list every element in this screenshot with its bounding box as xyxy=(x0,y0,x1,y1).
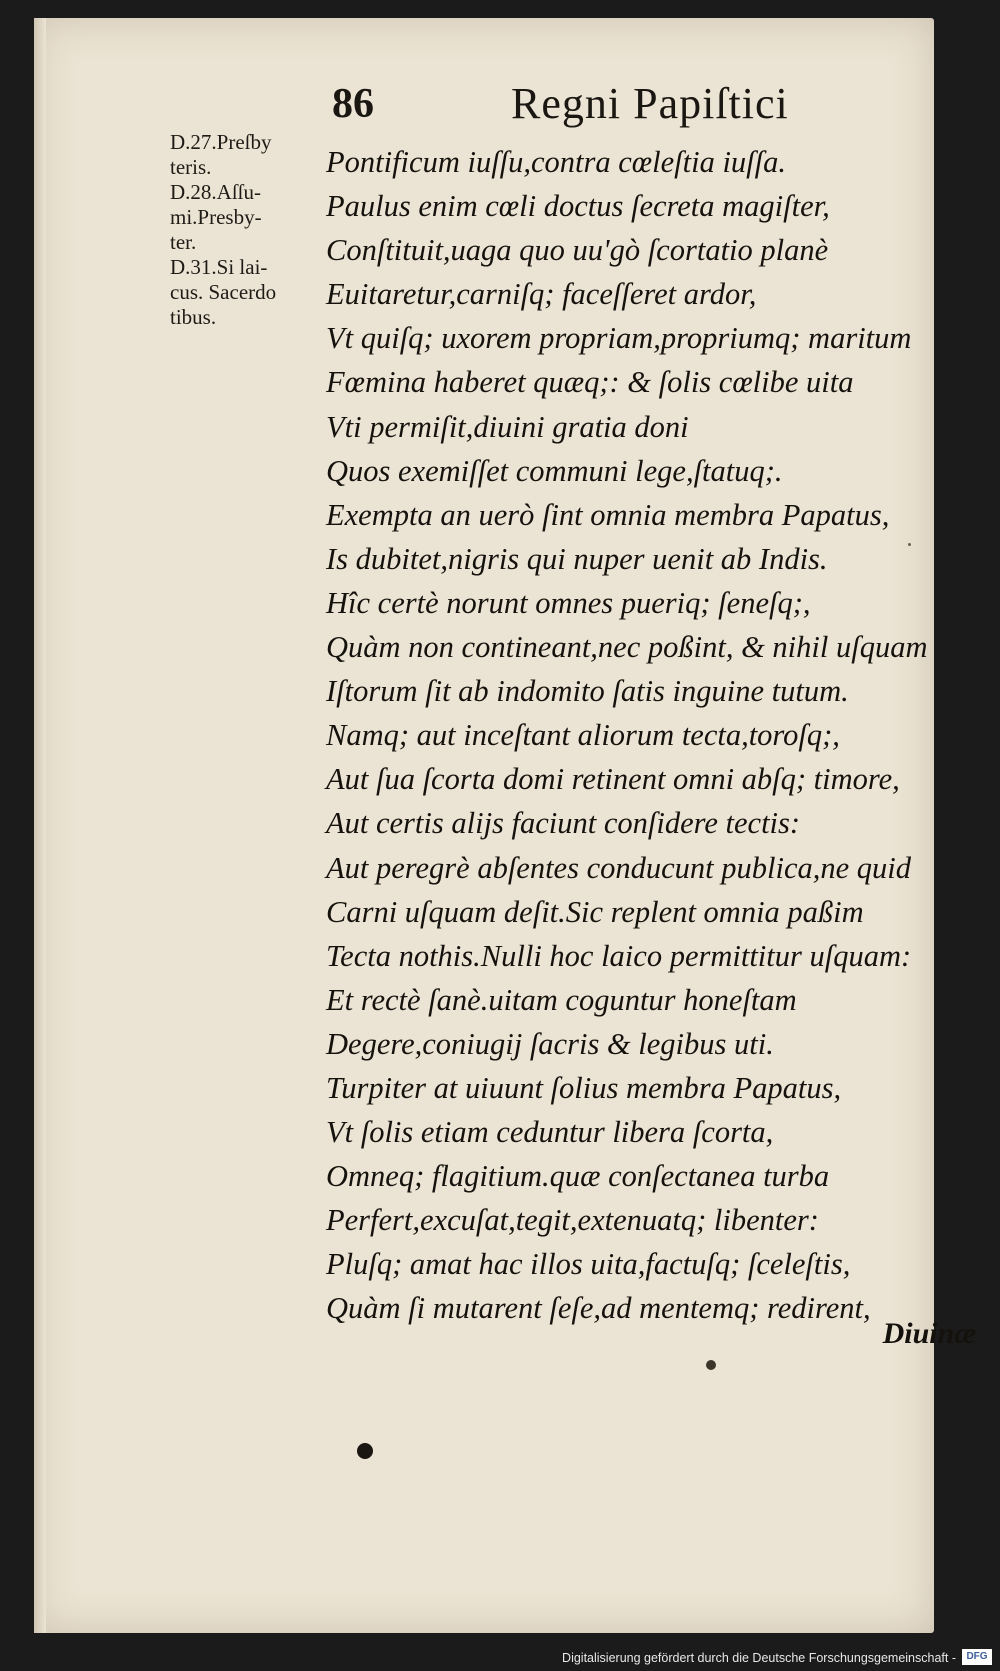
running-title: Regni Papiſtici xyxy=(511,79,789,128)
margin-note-line: tibus. xyxy=(170,305,217,329)
verse-line: Degere,coniugij ſacris & legibus uti. xyxy=(326,1026,774,1061)
verse-line: Paulus enim cœli doctus ſecreta magiſter, xyxy=(326,189,830,224)
footer-credit-text: Digitalisierung gefördert durch die Deutsche Forschungsgemeinschaft - xyxy=(562,1651,956,1665)
ink-spot xyxy=(357,1443,373,1459)
digitization-footer xyxy=(0,1633,1000,1671)
ink-spot xyxy=(706,1360,716,1370)
margin-note-line: mi.Presby- xyxy=(170,205,262,229)
verse-line: Aut ſua ſcorta domi retinent omni abſq; timore, xyxy=(326,762,900,797)
margin-note-line: cus. Sacerdo xyxy=(170,280,277,304)
verse-line: Aut certis alijs faciunt conſidere tectis: xyxy=(326,806,801,841)
verse-line: Fœmina haberet quæq;: & ſolis cœlibe uita xyxy=(326,365,854,400)
verse-line: Iſtorum ſit ab indomito ſatis inguine tutum. xyxy=(326,674,849,709)
verse-line: Is dubitet,nigris qui nuper uenit ab Indis. xyxy=(326,541,828,576)
dfg-logo-icon: DFG xyxy=(962,1649,992,1665)
verse-line: Vti permiſit,diuini gratia doni xyxy=(326,409,689,444)
verse-line: Tecta nothis.Nulli hoc laico permittitur uſquam: xyxy=(326,938,912,973)
verse-line: Et rectè ſanè.uitam coguntur honeſtam xyxy=(326,982,797,1017)
margin-note-line: teris. xyxy=(170,155,212,179)
verse-line: Turpiter at uiuunt ſolius membra Papatus, xyxy=(326,1070,842,1105)
page-gutter-edge xyxy=(34,18,46,1633)
verse-line: Euitaretur,carniſq; faceſſeret ardor, xyxy=(326,277,757,312)
verse-line: Conſtituit,uaga quo uu'gò ſcortatio planè xyxy=(326,233,829,268)
catchword: Diuinæ xyxy=(882,1317,976,1350)
page-number: 86 xyxy=(332,81,374,127)
verse-line: Pontificum iuſſu,contra cœleſtia iuſſa. xyxy=(326,145,787,179)
verse-line: Exempta an uerò ſint omnia membra Papatus, xyxy=(326,497,890,532)
margin-note-line: D.28.Aſſu- xyxy=(170,180,261,204)
verse-line: Namq; aut inceſtant aliorum tecta,toroſq;, xyxy=(326,718,840,753)
paper-speck xyxy=(908,543,911,546)
verse-line: Hîc certè norunt omnes pueriq; ſeneſq;, xyxy=(326,585,811,620)
verse-text-block xyxy=(326,140,966,1331)
verse-line: Carni uſquam deſit.Sic replent omnia paßim xyxy=(326,894,864,929)
verse-line: Aut peregrè abſentes conducunt publica,ne quid xyxy=(326,850,912,885)
verse-line: Omneq; flagitium.quæ conſectanea turba xyxy=(326,1159,830,1194)
margin-note-line: D.27.Preſby xyxy=(170,130,272,154)
verse-line: Vt ſolis etiam ceduntur libera ſcorta, xyxy=(326,1115,774,1150)
verse-line: Quos exemiſſet communi lege,ſtatuq;. xyxy=(326,453,783,488)
margin-note-line: ter. xyxy=(170,230,197,254)
page-header xyxy=(296,72,946,132)
margin-note-line: D.31.Si lai- xyxy=(170,255,268,279)
verse-line: Vt quiſq; uxorem propriam,propriumq; maritum xyxy=(326,321,912,356)
verse-line: Quàm non contineant,nec poßint, & nihil uſquam xyxy=(326,630,928,665)
verse-line: Pluſq; amat hac illos uita,factuſq; ſceleſtis, xyxy=(326,1247,851,1282)
marginal-notes xyxy=(170,130,330,330)
verse-line: Quàm ſi mutarent ſeſe,ad mentemq; redirent, xyxy=(326,1291,871,1326)
verse-line: Perfert,excuſat,tegit,extenuatq; libenter: xyxy=(326,1203,819,1238)
